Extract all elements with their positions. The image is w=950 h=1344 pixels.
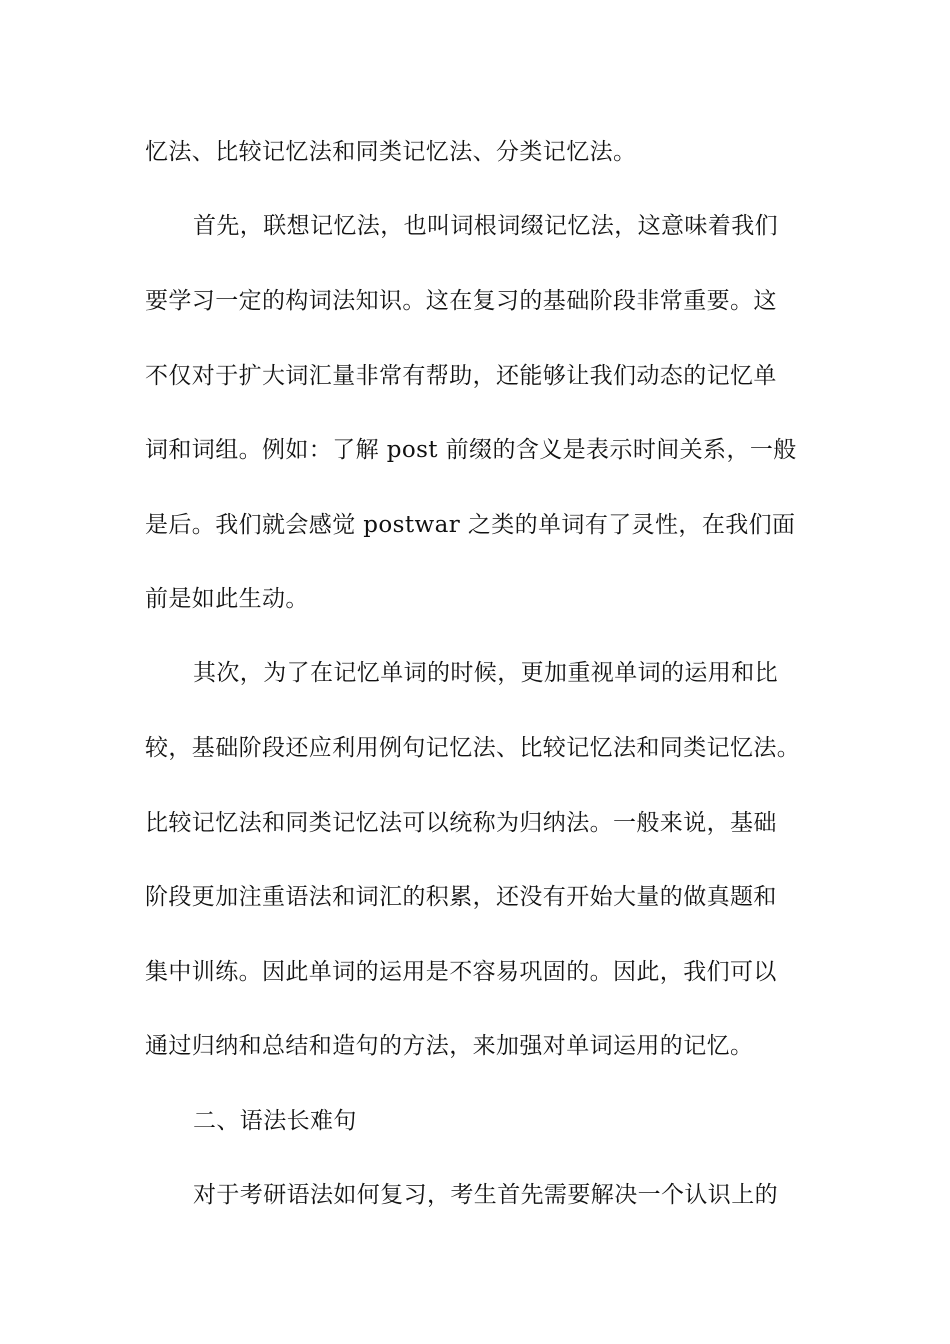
text-line-12: 集中训练。因此单词的运用是不容易巩固的。因此，我们可以 [145,959,777,985]
text-line-1: 忆法、比较记忆法和同类记忆法、分类记忆法。 [145,139,637,165]
text-line-13: 通过归纳和总结和造句的方法，来加强对单词运用的记忆。 [145,1033,754,1059]
text-line-15: 对于考研语法如何复习，考生首先需要解决一个认识上的 [193,1182,778,1208]
text-line-9: 较，基础阶段还应利用例句记忆法、比较记忆法和同类记忆法。 [145,735,801,761]
section-heading: 二、语法长难句 [193,1108,357,1134]
text-line-3: 要学习一定的构词法知识。这在复习的基础阶段非常重要。这 [145,288,777,314]
text-line-6: 是后。我们就会感觉 postwar 之类的单词有了灵性，在我们面 [145,512,796,538]
text-line-7: 前是如此生动。 [145,586,309,612]
text-line-11: 阶段更加注重语法和词汇的积累，还没有开始大量的做真题和 [145,884,777,910]
text-line-8: 其次，为了在记忆单词的时候，更加重视单词的运用和比 [193,660,778,686]
text-line-4: 不仅对于扩大词汇量非常有帮助，还能够让我们动态的记忆单 [145,363,777,389]
text-line-2: 首先，联想记忆法，也叫词根词缀记忆法，这意味着我们 [193,213,778,239]
text-line-5: 词和词组。例如：了解 post 前缀的含义是表示时间关系，一般 [145,437,797,463]
text-line-10: 比较记忆法和同类记忆法可以统称为归纳法。一般来说，基础 [145,810,777,836]
